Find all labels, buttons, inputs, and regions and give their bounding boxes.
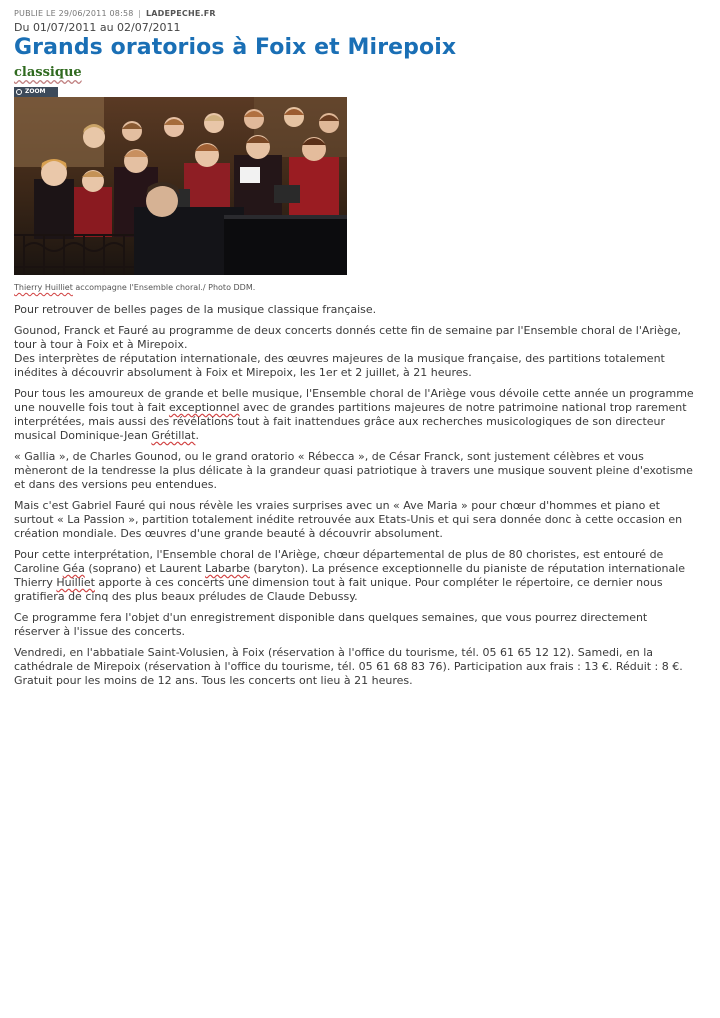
paragraph-performers-text-1: Pour cette interprétation, l'Ensemble choral de l'Ariège, chœur départemental de plus de 80 choristes, est entouré de Caroline [14, 548, 664, 575]
paragraph-performers-text-4: apporte à ces concerts une dimension tout à fait unique. Pour compléter le répertoire, ce dernier nous gratifiera de cinq des plus beaux préludes de Claude Debussy. [14, 576, 663, 603]
article-body [14, 303, 694, 688]
paragraph-recording: Ce programme fera l'objet d'un enregistrement disponible dans quelques semaines, que vous pourrez directement réserver à l'issue des concerts. [14, 611, 648, 638]
photo-caption [14, 283, 706, 293]
zoom-label: ZOOM [25, 88, 46, 95]
magnifier-icon [16, 89, 22, 95]
publish-date: PUBLIE LE 29/06/2011 08:58 [14, 9, 134, 18]
paragraph-program [14, 324, 694, 380]
paragraph-audience-keyword: exceptionnel [168, 401, 240, 414]
baritone-name: Labarbe [205, 562, 250, 575]
paragraph-program-line1: Gounod, Franck et Fauré au programme de deux concerts donnés cette fin de semaine par l'Ensemble choral de l'Ariège, tour à tour à Foix et à Mirepoix. [14, 324, 681, 351]
pianist-name: Huilliet [56, 576, 95, 589]
soprano-name: Géa [62, 562, 85, 575]
caption-person-name: Thierry Huilliet [14, 283, 73, 292]
paragraph-program-line2: Des interprètes de réputation internationale, des œuvres majeures de la musique française, des partitions totalement inédites à découvrir absolument à Foix et Mirepoix, les 1er et 2 juillet, à 21 heures. [14, 352, 665, 379]
paragraph-practical-info: Vendredi, en l'abbatiale Saint-Volusien, à Foix (réservation à l'office du tourisme, tél. 05 61 65 12 12). Samedi, en la cathédrale de Mirepoix (réservation à l'office du tourisme, tél. 05 61 68 83 76). Participation aux frais : 13 €. Réduit : 8 €. Gratuit pour les moins de 12 ans. Tous les concerts ont lieu à 21 heures. [14, 646, 683, 687]
paragraph-works: « Gallia », de Charles Gounod, ou le grand oratorio « Rébecca », de César Franck, sont justement célèbres et vous mèneront de la tendresse la plus délicate à la grandeur quasi patriotique à travers une musique souvent pleine d'exotisme et dans des versions peu entendues. [14, 450, 693, 491]
paragraph-intro: Pour retrouver de belles pages de la musique classique française. [14, 303, 377, 316]
article-category: classique [14, 65, 82, 80]
publication-meta [14, 8, 706, 19]
choir-photo [14, 97, 347, 275]
paragraph-audience-text-2: avec de grandes partitions majeures de notre patrimoine national trop rarement interprétées, mais aussi des révélations tout à fait inattendues grâce aux recherches musicologiques de son directeur musical Dominique-Jean [14, 401, 687, 442]
paragraph-performers-text-2: (soprano) et Laurent [84, 562, 206, 575]
caption-text: accompagne l'Ensemble choral./ Photo DDM. [72, 283, 256, 292]
paragraph-performers [14, 548, 694, 604]
paragraph-faure: Mais c'est Gabriel Fauré qui nous révèle les vraies surprises avec un « Ave Maria » pour chœur d'hommes et piano et surtout « La Passion », partition totalement inédite retrouvée aux Etats-Unis et qui sera donnée donc à cette occasion en création mondiale. Des œuvres d'une grande beauté à découvrir absolument. [14, 499, 683, 540]
paragraph-audience-text-1: Pour tous les amoureux de grande et belle musique, l'Ensemble choral de l'Ariège vous dévoile cette année un programme une nouvelle fois tout à fait [14, 387, 694, 414]
article-title: Grands oratorios à Foix et Mirepoix [14, 35, 457, 60]
event-date-range: Du 01/07/2011 au 02/07/2011 [14, 21, 181, 34]
meta-separator: | [138, 9, 142, 18]
director-name: Grétillat [151, 429, 196, 442]
source-name: LADEPECHE.FR [145, 9, 216, 18]
paragraph-audience [14, 387, 694, 443]
paragraph-performers-text-3: (baryton). La présence exceptionnelle du pianiste de réputation internationale Thierry [14, 562, 686, 589]
article-page [14, 8, 706, 695]
paragraph-audience-text-3: . [195, 429, 199, 442]
zoom-button[interactable] [14, 87, 58, 97]
